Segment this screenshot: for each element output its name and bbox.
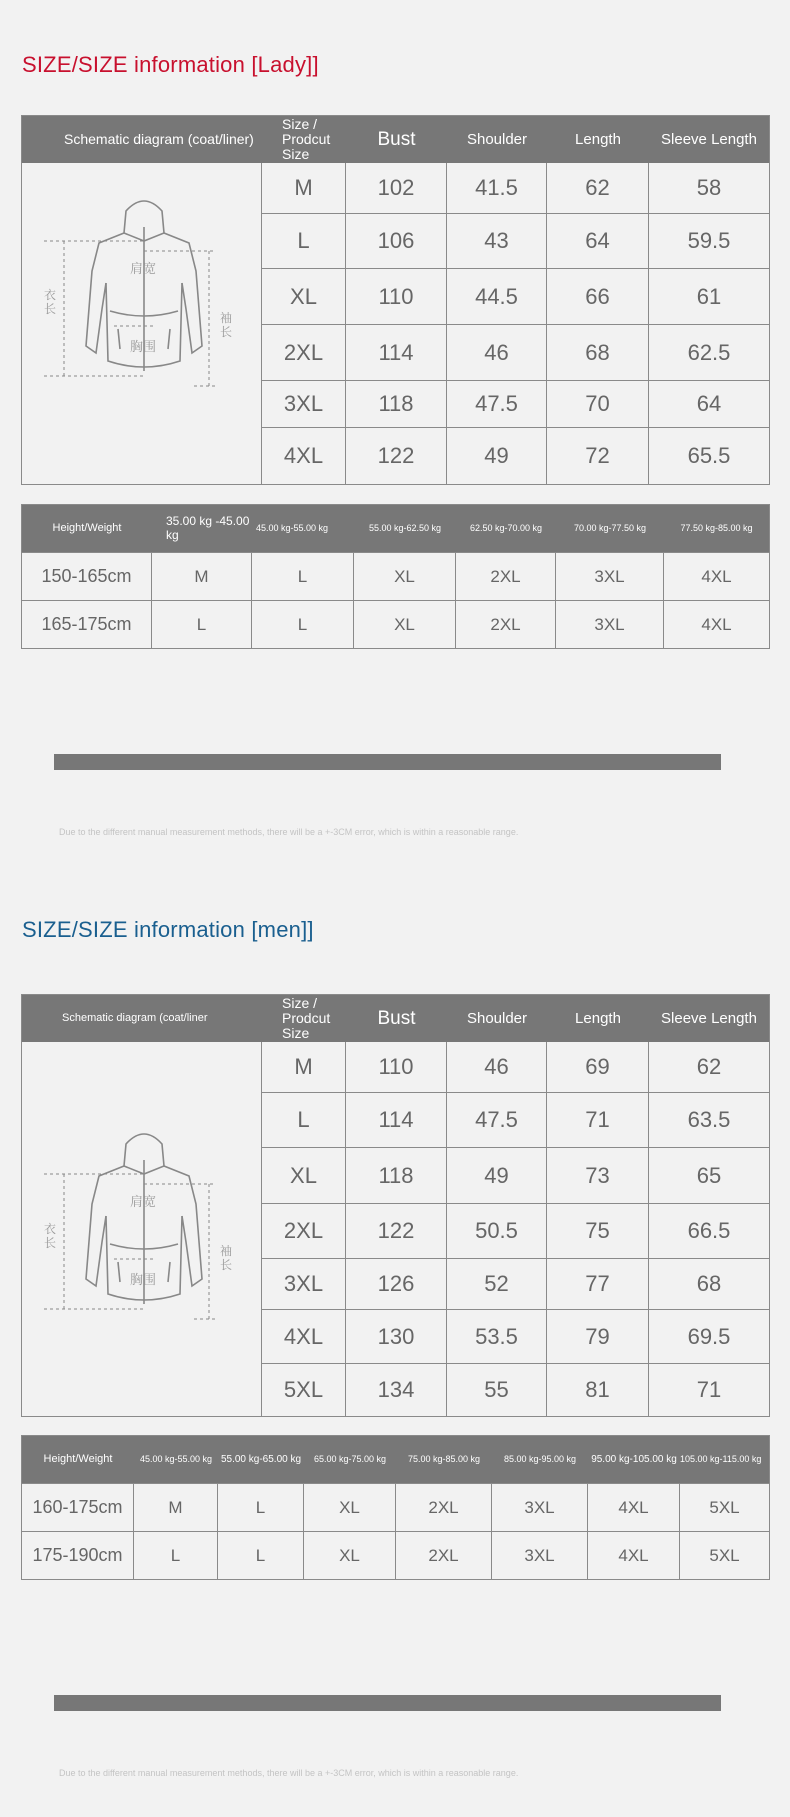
cell-bust: 130 [346,1310,447,1363]
cell-sleeve: 58 [696,175,722,200]
cell-bust: 134 [346,1364,447,1416]
cell-bust: 110 [346,269,447,324]
cell-size: L [152,601,252,648]
table-row [262,1204,769,1259]
cell-sleeve: 65 [696,1162,722,1188]
header-diagram: Schematic diagram (coat/liner) [64,131,254,148]
table-row [262,381,769,428]
cell-sleeve: 61 [696,283,722,309]
cell-sleeve: 69.5 [687,1323,731,1349]
men-section-title: SIZE/SIZE information [men]] [22,917,314,942]
cell-sleeve: 71 [696,1377,722,1402]
divider-bar [54,1695,721,1711]
cell-bust: 126 [346,1259,447,1309]
cell-size: M [152,553,252,600]
header-sleeve-length: Sleeve Length [661,130,757,148]
cell-length: 68 [547,325,649,380]
hw-header [22,505,769,552]
cell-length: 62 [547,163,649,213]
cell-length: 66 [547,269,649,324]
cell-length: 75 [547,1204,649,1258]
table-row [262,1042,769,1093]
header-size: Size / Prodcut Size [282,995,331,1041]
cell-length: 81 [547,1364,649,1416]
cell-shoulder: 44.5 [447,269,547,324]
cell-size: 4XL [588,1532,680,1579]
hw-header-weight: 35.00 kg -45.00 kg [166,514,250,542]
hw-header-weight: 105.00 kg-115.00 kg [680,1453,762,1464]
measurement-note: Due to the different manual measurement methods, there will be a +-3CM error, which is within a reasonable range. [59,1768,519,1778]
table-row [262,214,769,269]
cell-size: 3XL [262,1259,346,1309]
cell-bust: 122 [346,428,447,484]
cell-size: XL [304,1484,396,1531]
cell-size: 5XL [709,1545,740,1565]
header-shoulder: Shoulder [466,130,528,148]
cell-size: XL [354,553,456,600]
hw-header-weight: 75.00 kg-85.00 kg [407,1453,481,1464]
cell-shoulder: 55 [447,1364,547,1416]
jacket-diagram [22,163,262,484]
cell-size: L [218,1532,304,1579]
lady-section-title: SIZE/SIZE information [Lady]] [22,52,319,77]
cell-shoulder: 46 [447,325,547,380]
hw-header-label: Height/Weight [52,522,122,535]
diagram-shoulder-label: 肩宽 [130,1194,157,1209]
cell-size: 2XL [456,553,556,600]
cell-height: 175-190cm [22,1532,134,1579]
men-size-table-header [22,995,769,1042]
cell-size: 2XL [456,601,556,648]
cell-size: XL [304,1532,396,1579]
cell-sleeve: 68 [696,1271,722,1296]
cell-size: 3XL [556,553,664,600]
cell-length: 64 [547,214,649,268]
cell-size: 4XL [262,1310,346,1363]
cell-size: L [252,553,354,600]
cell-bust: 118 [346,381,447,427]
hw-header-weight: 70.00 kg-77.50 kg [573,522,647,533]
cell-size: 3XL [262,381,346,427]
header-bust: Bust [377,128,416,150]
cell-size: L [252,601,354,648]
header-diagram: Schematic diagram (coat/liner [62,1011,208,1024]
cell-sleeve: 66.5 [687,1218,731,1243]
cell-size: 3XL [492,1484,588,1531]
cell-bust: 122 [346,1204,447,1258]
cell-length: 77 [547,1259,649,1309]
header-sleeve-length: Sleeve Length [661,1009,757,1027]
diagram-sleeve-label: 袖长 [220,311,233,340]
cell-sleeve: 62 [696,1054,722,1079]
hw-header-weight: 45.00 kg-55.00 kg [256,522,329,533]
cell-sleeve: 63.5 [687,1107,731,1132]
cell-height: 160-175cm [22,1484,134,1531]
table-row [262,1310,769,1364]
hw-header [22,1436,769,1483]
table-row [262,1259,769,1310]
cell-shoulder: 50.5 [447,1204,547,1258]
hw-header-weight: 55.00 kg-65.00 kg [220,1454,302,1465]
measurement-note: Due to the different manual measurement methods, there will be a +-3CM error, which is within a reasonable range. [59,827,519,837]
lady-size-table [21,115,770,485]
table-row [22,600,769,648]
table-row [262,1093,769,1148]
cell-shoulder: 47.5 [447,381,547,427]
table-row [262,269,769,325]
lady-size-table-header [22,116,769,163]
cell-length: 71 [547,1093,649,1147]
cell-bust: 110 [346,1042,447,1092]
lady-height-weight-table [21,504,770,649]
cell-length: 70 [547,381,649,427]
diagram-length-label: 衣长 [44,288,57,317]
cell-size: 4XL [588,1484,680,1531]
cell-size: 5XL [709,1497,740,1517]
cell-length: 69 [547,1042,649,1092]
cell-size: XL [262,1148,346,1203]
cell-size: 2XL [262,1204,346,1258]
table-row [262,1148,769,1204]
hw-header-weight: 55.00 kg-62.50 kg [368,522,442,533]
cell-bust: 118 [346,1148,447,1203]
cell-size: 4XL [701,566,732,586]
hw-header-weight: 85.00 kg-95.00 kg [503,1453,577,1464]
cell-shoulder: 47.5 [447,1093,547,1147]
header-size: Size / Prodcut Size [282,116,331,162]
cell-size: 5XL [262,1364,346,1416]
cell-shoulder: 53.5 [447,1310,547,1363]
cell-size: L [262,214,346,268]
cell-bust: 114 [346,325,447,380]
table-row [22,552,769,600]
diagram-chest-label: 胸围 [130,1272,157,1287]
cell-size: M [262,163,346,213]
cell-bust: 106 [346,214,447,268]
cell-sleeve: 62.5 [687,339,731,365]
cell-shoulder: 49 [447,1148,547,1203]
hw-header-weight: 45.00 kg-55.00 kg [140,1453,213,1464]
cell-size: 3XL [492,1532,588,1579]
divider-bar [54,754,721,770]
diagram-chest-label: 胸围 [130,339,157,354]
cell-sleeve: 65.5 [687,443,731,468]
jacket-schematic-icon [44,1124,244,1324]
diagram-sleeve-label: 袖长 [220,1244,233,1273]
header-length: Length [575,1009,621,1027]
cell-size: 2XL [262,325,346,380]
cell-height: 165-175cm [22,601,152,648]
cell-size: L [262,1093,346,1147]
header-bust: Bust [377,1007,416,1029]
cell-size: 2XL [396,1532,492,1579]
cell-shoulder: 46 [447,1042,547,1092]
table-row [262,163,769,214]
hw-header-label: Height/Weight [43,1453,113,1466]
diagram-shoulder-label: 肩宽 [130,261,157,276]
cell-size: XL [354,601,456,648]
cell-sleeve: 59.5 [687,228,731,253]
cell-size: M [262,1042,346,1092]
cell-size: 4XL [701,614,732,634]
cell-size: XL [262,269,346,324]
cell-size: 2XL [396,1484,492,1531]
hw-header-weight: 77.50 kg-85.00 kg [680,522,753,533]
hw-header-weight: 65.00 kg-75.00 kg [313,1453,387,1464]
cell-length: 73 [547,1148,649,1203]
hw-header-weight: 62.50 kg-70.00 kg [469,522,543,533]
jacket-diagram [22,1042,262,1416]
header-length: Length [575,130,621,148]
cell-shoulder: 52 [447,1259,547,1309]
cell-length: 79 [547,1310,649,1363]
cell-size: 3XL [556,601,664,648]
cell-size: 4XL [262,428,346,484]
men-height-weight-table [21,1435,770,1580]
cell-size: L [218,1484,304,1531]
men-size-table [21,994,770,1417]
table-row [262,325,769,381]
cell-bust: 102 [346,163,447,213]
jacket-schematic-icon [44,191,244,391]
table-row [22,1483,769,1531]
cell-shoulder: 43 [447,214,547,268]
cell-shoulder: 49 [447,428,547,484]
table-row [22,1531,769,1579]
table-row [262,428,769,484]
cell-bust: 114 [346,1093,447,1147]
cell-shoulder: 41.5 [447,163,547,213]
cell-height: 150-165cm [22,553,152,600]
hw-header-weight: 95.00 kg-105.00 kg [591,1454,677,1465]
diagram-length-label: 衣长 [44,1222,57,1251]
cell-size: L [134,1532,218,1579]
header-shoulder: Shoulder [466,1009,528,1027]
table-row [262,1364,769,1416]
cell-length: 72 [547,428,649,484]
cell-sleeve: 64 [696,391,722,416]
cell-size: M [134,1484,218,1531]
